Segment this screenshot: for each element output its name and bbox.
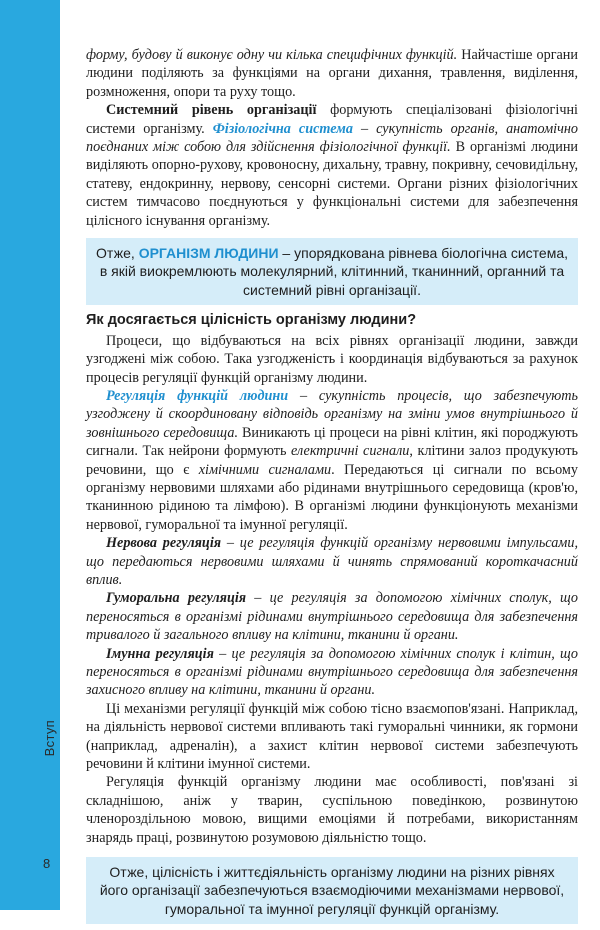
term-humoral-regulation: Гуморальна регуляція [106, 590, 247, 607]
term-organism: ОРГАНІЗМ ЛЮДИНИ [138, 245, 279, 262]
paragraph-regulation: Регуляція функцій людини – сукупність процесів, що забезпечують узгоджену й скоординовану відповідь організму на зміни умов внутрішнього й зовнішнього середовища. Виникають ці процеси на рівні клітин, які породжують сигнали. Так нейрони формують електричні сигнали, клітини залоз продукують речовини, що є хімічними сигналами. Передаються ці сигнали по всьому організму нервовими шляхами або рідинами внутрішнього середовища (кров'ю, тканинною рідиною та лімфою). В організмі людини функціонують механізми нервової, гуморальної та імунної регуляції. [86, 387, 579, 533]
term-nervous-regulation: Нервова регуляція [106, 535, 222, 552]
paragraph-humoral-regulation: Гуморальна регуляція – це регуляція за допомогою хімічних сполук, що переносяться в організмі рідинами внутрішнього середовища для забезпечення тривалого й загального впливу на клітини, тканини й органи. [86, 590, 579, 644]
paragraph-interconnection: Ці механізми регуляції функцій між собою тісно взаємопов'язані. Наприклад, на діяльність нервової системи впливають такі гуморальні чинники, як гормони (наприклад, адреналін), а захист клітин нервової системи забезпечують речовини й клітини імунної системи. [86, 700, 578, 773]
summary-box-organism: Отже, ОРГАНІЗМ ЛЮДИНИ – упорядкована рівнева біологічна система, в якій виокремлюють молекулярний, клітинний, тканинний, органний та системний рівні організації. [86, 238, 578, 305]
paragraph-nervous-regulation: Нервова регуляція – це регуляція функцій організму нервовими імпульсами, що передаються нервовими шляхами й чинять спрямований короткачасний вплив. [86, 535, 578, 588]
definition-regulation: – сукупність процесів, що забезпечують узгоджену й скоординовану відповідь організму на зміни умов внутрішнього й зовнішнього середовища. [86, 387, 578, 441]
term-immune-regulation: Імунна регуляція [106, 645, 214, 662]
side-color-strip [0, 0, 60, 910]
paragraph-system-level: Системний рівень організації формують спеціалізовані фізіологічні системи організму. Фізіологічна система – сукупність органів, анатомічно поєднаних між собою для здійснення фізіологічної функції. В організмі людини виділяють опорно-рухову, кровоносну, дихальну, травну, покривну, сечовидільну, статеву, ендокринну, нервову, сенсорні системи. Органи різних фізіологічних систем тимчасово поєднуються у функціональні системи для забезпечення цілісного існування організму. [86, 102, 578, 229]
page-content [86, 46, 578, 930]
term-system-level: Системний рівень організації [106, 102, 317, 119]
paragraph-immune-regulation: Імунна регуляція – це регуляція за допомогою хімічних сполук і клітин, що переносяться в організмі рідинами внутрішнього середовища для забезпечення захисного впливу на клітини, тканини й органи. [86, 645, 578, 699]
page-number: 8 [43, 856, 51, 871]
section-label: Вступ [42, 720, 57, 757]
term-physiological-system: Фізіологічна система [212, 120, 353, 137]
paragraph-coordination: Процеси, що відбуваються на всіх рівнях організації людини, завжди узгоджені між собою. Така узгодженість і координація відбуваються за рахунок процесів регуляції функцій організму людини. [86, 332, 578, 386]
term-regulation: Регуляція функцій людини [106, 387, 289, 404]
definition-physiological-system: – сукупність органів, анатомічно поєднаних між собою для здійснення фізіологічної функції. [86, 120, 578, 156]
paragraph-human-features: Регуляція функцій організму людини має особливості, пов'язані зі складнішою, аніж у тварин, суспільною поведінкою, розвинутою членороздільною мовою, вищими емоціями й потребами, використанням знарядь праці, розвинутою розумовою діяльністю тощо. [86, 774, 578, 846]
summary-box-integrity: Отже, цілісність і життєдіяльність організму людини на різних рівнях його організації забезпечуються взаємодіючими механізмами нервової, гуморальної та імунної регуляції функцій організму. [86, 857, 578, 924]
paragraph-organs [86, 46, 578, 101]
organ-definition-end: форму, будову й виконує одну чи кілька специфічних функцій. [86, 47, 458, 63]
section-heading: Як досягається цілісність організму людини? [86, 312, 417, 329]
organ-groups-text: Найчастіше органи людини поділяють за функціями на органи дихання, травлення, виділення, розмноження, опори та руху тощо. [86, 47, 578, 100]
